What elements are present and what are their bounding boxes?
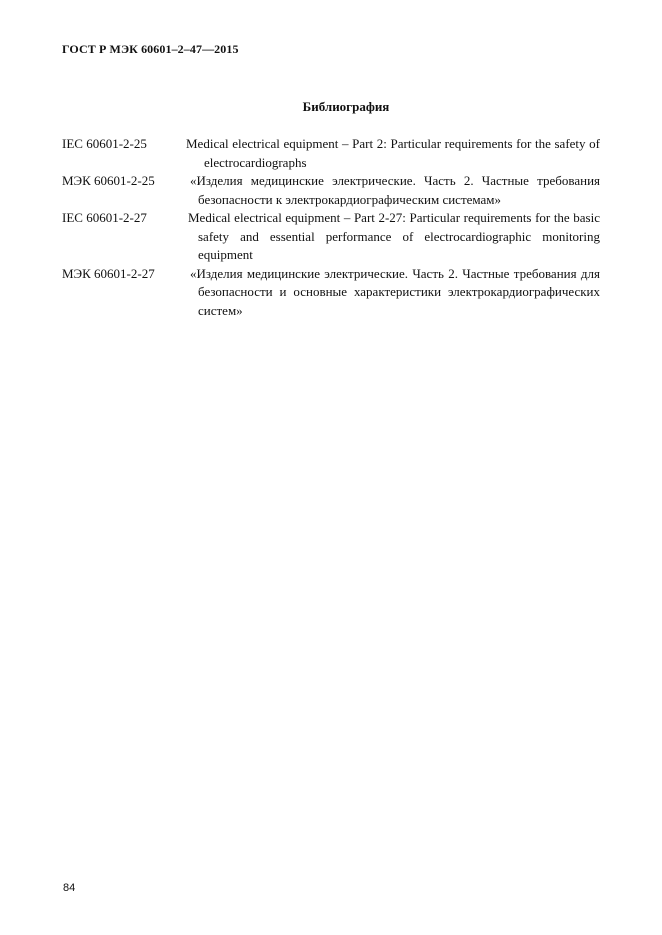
page-number: 84 <box>63 882 76 894</box>
standard-code: IEC 60601-2-27 <box>62 210 147 225</box>
bibliography-entry <box>62 172 600 209</box>
bibliography-entry <box>62 135 600 172</box>
standard-code: МЭК 60601-2-27 <box>62 265 155 281</box>
bibliography-title: Библиография <box>302 99 390 114</box>
standard-code: IEC 60601-2-25 <box>62 136 147 151</box>
bibliography-entry <box>62 209 600 265</box>
bibliography-entry <box>62 265 600 321</box>
standard-title: «Изделия медицинские электрические. Часть 2. Частные требования безопасности к электрокардиографическим системам» <box>190 173 600 207</box>
standard-code: МЭК 60601-2-25 <box>62 173 155 188</box>
bibliography-list <box>62 135 600 320</box>
document-header: ГОСТ Р МЭК 60601–2–47—2015 <box>62 42 239 56</box>
standard-title: «Изделия медицинские электрические. Часть 2. Частные требования для безопасности и основные характеристики электрокардиографических систем» <box>190 265 600 318</box>
standard-title: Medical electrical equipment – Part 2: Particular requirements for the safety of electrocardiographs <box>186 136 600 170</box>
standard-title: Medical electrical equipment – Part 2-27: Particular requirements for the basic safety and essential performance of electrocardiographic monitoring equipment <box>188 210 600 262</box>
